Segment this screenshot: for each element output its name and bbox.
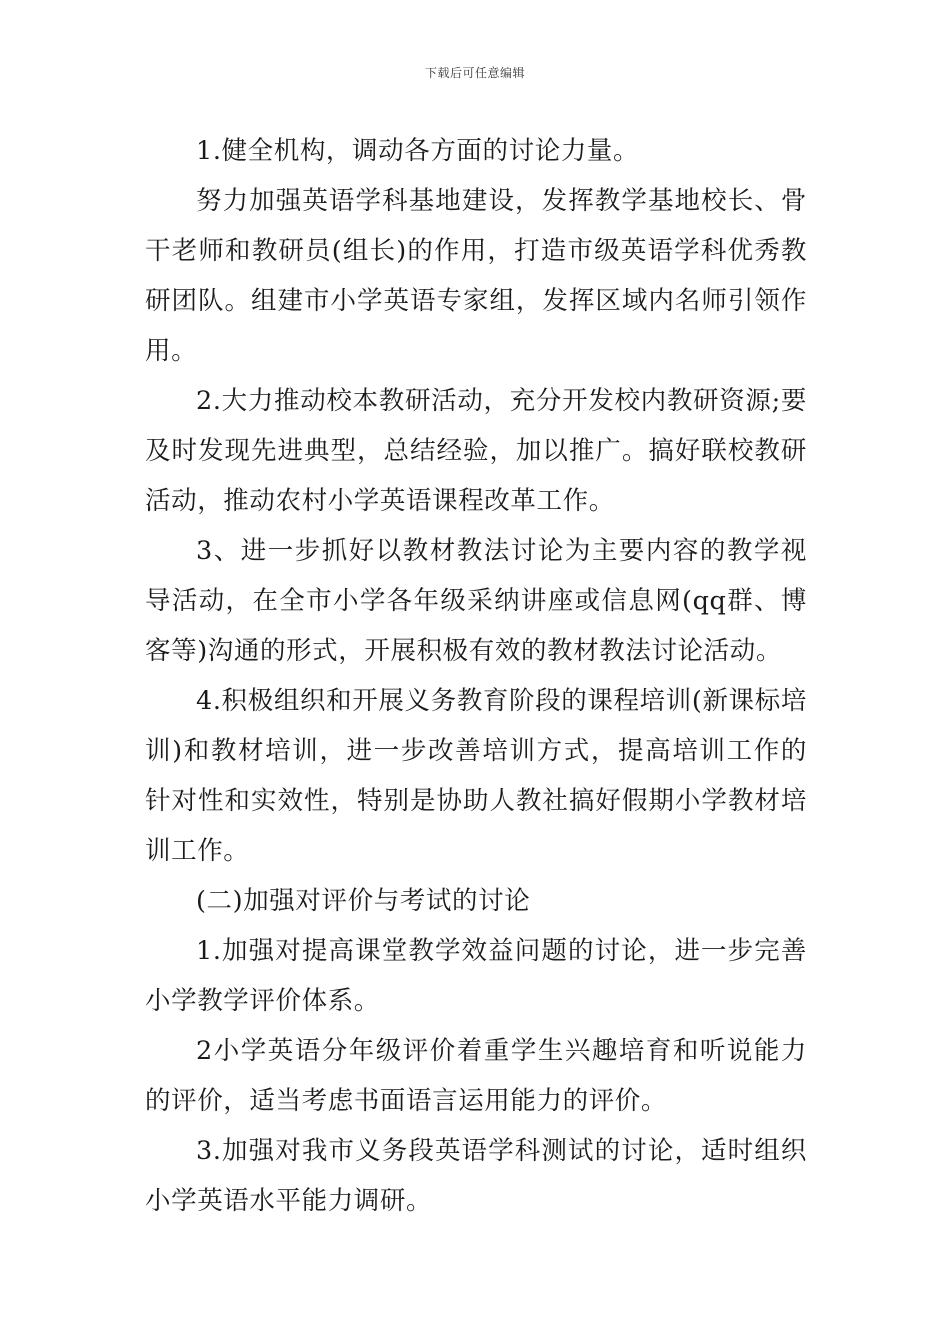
paragraph: 4.积极组织和开展义务教育阶段的课程培训(新课标培训)和教材培训，进一步改善培训方式，提高培训工作的针对性和实效性，特别是协助人教社搞好假期小学教材培训工作。	[145, 686, 807, 866]
section-heading: (二)加强对评价与考试的讨论	[196, 886, 531, 916]
paragraph: 努力加强英语学科基地建设，发挥教学基地校长、骨干老师和教研员(组长)的作用，打造市级英语学科优秀教研团队。组建市小学英语专家组，发挥区域内名师引领作用。	[145, 186, 807, 366]
document-body	[145, 126, 807, 1226]
page-header: 下载后可任意编辑	[424, 66, 525, 80]
paragraph: 1.加强对提高课堂教学效益问题的讨论，进一步完善小学教学评价体系。	[145, 936, 807, 1016]
paragraph: 2小学英语分年级评价着重学生兴趣培育和听说能力的评价，适当考虑书面语言运用能力的评价。	[145, 1036, 807, 1116]
paragraph: 2.大力推动校本教研活动，充分开发校内教研资源;要及时发现先进典型，总结经验，加以推广。搞好联校教研活动，推动农村小学英语课程改革工作。	[145, 386, 807, 516]
paragraph: 3.加强对我市义务段英语学科测试的讨论，适时组织小学英语水平能力调研。	[145, 1136, 807, 1216]
paragraph: 3、进一步抓好以教材教法讨论为主要内容的教学视导活动，在全市小学各年级采纳讲座或信息网(qq群、博客等)沟通的形式，开展积极有效的教材教法讨论活动。	[145, 536, 807, 666]
paragraph: 1.健全机构，调动各方面的讨论力量。	[196, 136, 640, 166]
